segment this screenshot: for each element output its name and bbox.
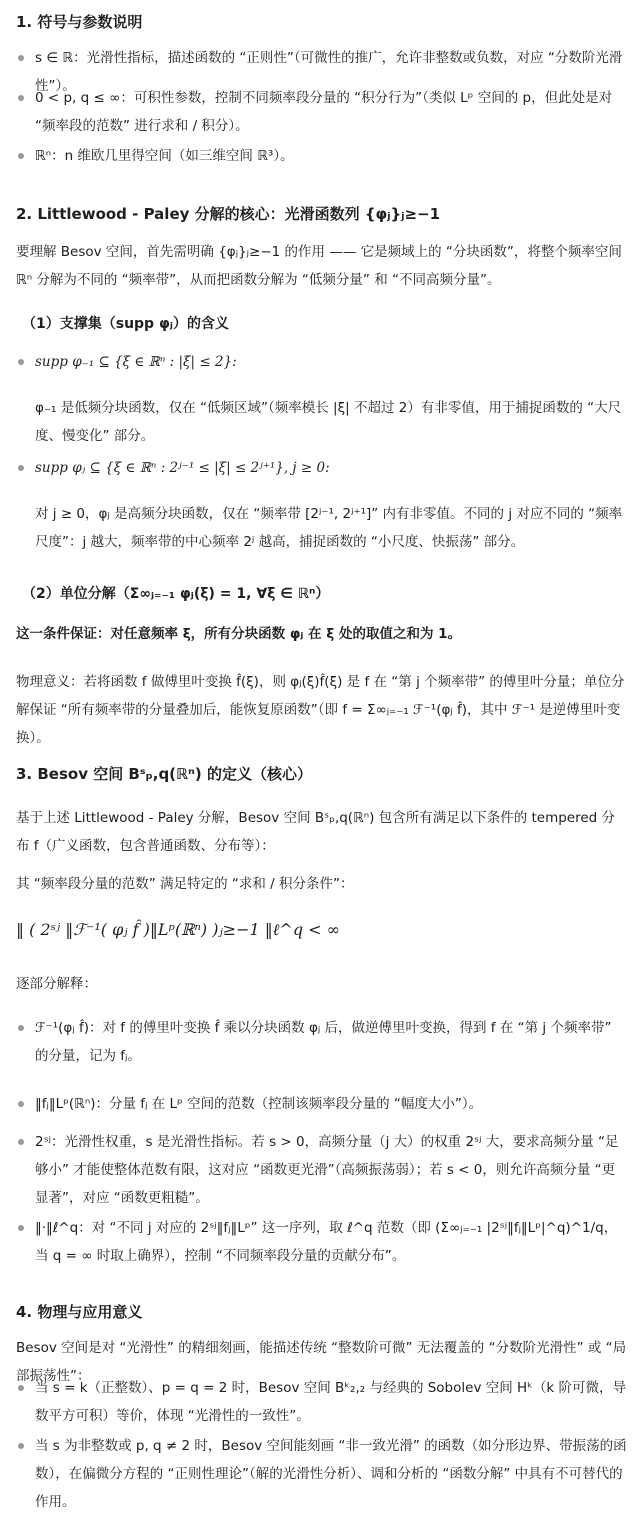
- decomposition-heading: 逐部分解释：: [16, 976, 97, 992]
- list-item: supp φ₋₁ ⊆ {ξ ∈ ℝⁿ : |ξ| ≤ 2}:: [35, 348, 627, 376]
- bullet-icon: [18, 1101, 24, 1107]
- list-item: 0 < p, q ≤ ∞：可积性参数，控制不同频率段分量的 “积分行为”（类似 Lᵖ 空间的 p，但此处是对 “频率段的范数” 进行求和 / 积分）。: [35, 84, 627, 140]
- subsection-2-title: （2）单位分解（Σ∞ⱼ₌₋₁ φⱼ(ξ) = 1, ∀ξ ∈ ℝⁿ）: [22, 586, 330, 602]
- list-item: 当 s = k（正整数）、p = q = 2 时，Besov 空间 Bᵏ₂,₂ 与经典的 Sobolev 空间 Hᵏ（k 阶可微，导数平方可积）等价，体现 “光滑性的一致性”。: [35, 1374, 627, 1430]
- list-item: ℱ⁻¹(φⱼ f̂)：对 f 的傅里叶变换 f̂ 乘以分块函数 φⱼ 后，做逆傅里叶变换，得到 f 在 “第 j 个频率带” 的分量，记为 fⱼ。: [35, 1014, 627, 1070]
- section-3-intro: 基于上述 Littlewood - Paley 分解，Besov 空间 Bˢₚ,q(ℝⁿ) 包含所有满足以下条件的 tempered 分布 f（广义函数，包含普通函数、分布等）：: [16, 810, 616, 854]
- bullet-icon: [18, 359, 24, 365]
- list-item: s ∈ ℝ：光滑性指标，描述函数的 “正则性”（可微性的推广，允许非整数或负数，对应 “分数阶光滑性”）。: [35, 44, 627, 100]
- subsection-1-title: （1）支撑集（supp φⱼ）的含义: [22, 316, 229, 332]
- bullet-icon: [18, 1443, 24, 1449]
- bullet-icon: [18, 465, 24, 471]
- list-item: 当 s 为非整数或 p, q ≠ 2 时，Besov 空间能刻画 “非一致光滑” 的函数（如分形边界、带振荡的函数），在偏微分方程的 “正则性理论”（解的光滑性分析）、调和分析的 “函数分解” 中具有不可替代的作用。: [35, 1432, 627, 1516]
- bullet-icon: [18, 95, 24, 101]
- unit-decomposition-statement: 这一条件保证：对任意频率 ξ，所有分块函数 φⱼ 在 ξ 处的取值之和为 1。: [16, 626, 462, 642]
- section-4-intro: Besov 空间是对 “光滑性” 的精细刻画，能描述传统 “整数阶可微” 无法覆盖的 “分数阶光滑性” 或 “局部振荡性”：: [16, 1340, 627, 1384]
- supp-low-description: φ₋₁ 是低频分块函数，仅在 “低频区域”（频率模长 |ξ| 不超过 2）有非零值，用于捕捉函数的 “大尺度、慢变化” 部分。: [35, 400, 622, 444]
- list-item: ℝⁿ：n 维欧几里得空间（如三维空间 ℝ³）。: [35, 142, 627, 170]
- bullet-icon: [18, 1139, 24, 1145]
- bullet-icon: [18, 1025, 24, 1031]
- bullet-icon: [18, 153, 24, 159]
- besov-norm-formula: ‖ ( 2ˢʲ ‖ℱ⁻¹( φⱼ f̂ )‖Lᵖ(ℝⁿ) )ⱼ≥−1 ‖ℓ^q < ∞: [16, 920, 340, 939]
- bullet-icon: [18, 1385, 24, 1391]
- list-item: ‖fⱼ‖Lᵖ(ℝⁿ)：分量 fⱼ 在 Lᵖ 空间的范数（控制该频率段分量的 “幅度大小”）。: [35, 1090, 627, 1118]
- supp-high-description: 对 j ≥ 0，φⱼ 是高频分块函数，仅在 “频率带 [2ʲ⁻¹, 2ʲ⁺¹]” 内有非零值。不同的 j 对应不同的 “频率尺度”：j 越大，频率带的中心频率 2ʲ 越高，捕捉函数的 “小尺度、快振荡” 部分。: [35, 506, 623, 550]
- list-item: supp φⱼ ⊆ {ξ ∈ ℝⁿ : 2ʲ⁻¹ ≤ |ξ| ≤ 2ʲ⁺¹}, j ≥ 0:: [35, 454, 627, 482]
- section-2-title: 2. Littlewood - Paley 分解的核心：光滑函数列 {φⱼ}ⱼ≥−1: [16, 205, 441, 223]
- section-4-title: 4. 物理与应用意义: [16, 1303, 143, 1321]
- list-item: ‖·‖ℓ^q：对 “不同 j 对应的 2ˢʲ‖fⱼ‖Lᵖ” 这一序列，取 ℓ^q 范数（即 (Σ∞ⱼ₌₋₁ |2ˢʲ‖fⱼ‖Lᵖ|^q)^1/q，当 q = ∞ 时取上确界），控制 “不同频率段分量的贡献分布”。: [35, 1214, 627, 1270]
- section-2-intro: 要理解 Besov 空间，首先需明确 {φⱼ}ⱼ≥−1 的作用 —— 它是频域上的 “分块函数”，将整个频率空间 ℝⁿ 分解为不同的 “频率带”，从而把函数分解为 “低频分量” 和 “不同高频分量”。: [16, 244, 622, 288]
- bullet-icon: [18, 1225, 24, 1231]
- bullet-icon: [18, 55, 24, 61]
- condition-text: 其 “频率段分量的范数” 满足特定的 “求和 / 积分条件”：: [16, 876, 354, 892]
- section-1-title: 1. 符号与参数说明: [16, 13, 143, 31]
- physical-meaning: 物理意义：若将函数 f 做傅里叶变换 f̂(ξ)，则 φⱼ(ξ)f̂(ξ) 是 f 在 “第 j 个频率带” 的傅里叶分量；单位分解保证 “所有频率带的分量叠加后，能恢复原函数”（即 f = Σ∞ⱼ₌₋₁ ℱ⁻¹(φⱼ f̂)，其中 ℱ⁻¹ 是逆傅里叶变换）。: [16, 674, 625, 746]
- list-item: 2ˢʲ：光滑性权重，s 是光滑性指标。若 s > 0，高频分量（j 大）的权重 2ˢʲ 大，要求高频分量 “足够小” 才能使整体范数有限，这对应 “函数更光滑”（高频振荡弱）；若 s < 0，则允许高频分量 “更显著”，对应 “函数更粗糙”。: [35, 1128, 627, 1212]
- section-3-title: 3. Besov 空间 Bˢₚ,q(ℝⁿ) 的定义（核心）: [16, 765, 312, 783]
